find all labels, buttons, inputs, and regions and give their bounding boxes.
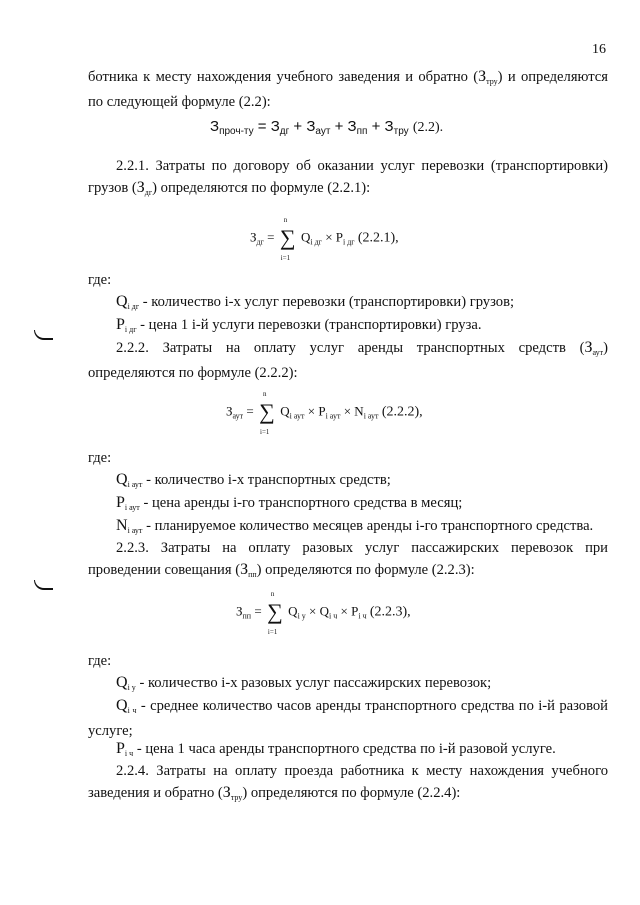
- paragraph-text: 2.2.3. Затраты на оплату разовых услуг пассажирских перевозок при проведении совещания (: [88, 540, 608, 578]
- definition-item: $N_{i аут}$ - планируемое количество месяцев аренды i-го транспортного средства.: [116, 517, 594, 535]
- formula-2-2-3: $З_{пп}$ = n ∑ i=1 $Q_{i у} \times Q_{i ч} \times P_{i ч}$ (2.2.3),: [236, 590, 411, 636]
- formula-subscript: i ч: [329, 611, 338, 621]
- definition-item: $Q_{i ч}$ - среднее количество часов аренды транспортного средства по i-й разовой услуге;: [88, 697, 608, 739]
- paragraph-text: ) определяются по формуле (2.2.3):: [256, 562, 475, 578]
- symbol-subscript: i дг: [124, 325, 137, 334]
- sum-symbol: n ∑ i=1: [267, 590, 283, 636]
- formula-subscript: i аут: [289, 411, 305, 421]
- symbol-subscript: i ч: [124, 749, 134, 758]
- formula-subscript: i у: [297, 611, 306, 621]
- sum-symbol: n ∑ i=1: [259, 390, 275, 436]
- sum-symbol: n ∑ i=1: [279, 216, 296, 262]
- formula-ref: (2.2).: [412, 120, 444, 135]
- formula-subscript: i аут: [325, 411, 341, 421]
- formula-2-2: $З_{проч-ту} = З_{дг} + З_{аут} + З_{пп} + З_{тру}$ (2.2).: [210, 118, 444, 137]
- formula-subscript: аут: [232, 411, 244, 421]
- formula-subscript: пп: [356, 126, 368, 137]
- sum-limit-bottom: i=1: [267, 628, 278, 636]
- symbol-subscript: i ч: [127, 706, 137, 715]
- formula-2-2-1: $З_{дг}$ = n ∑ i=1 $Q_{i дг} \times P_{i дг}$ (2.2.1),: [250, 216, 399, 262]
- formula-subscript: i дг: [310, 237, 322, 247]
- paragraph-text: ) определяются по формуле (2.2.4):: [242, 785, 461, 801]
- definition-item: $P_{i аут}$ - цена аренды i-го транспортного средства в месяц;: [116, 494, 463, 512]
- definition-item: $P_{i дг}$ - цена 1 i-й услуги перевозки (транспортировки) груза.: [116, 316, 482, 334]
- paragraph-text: ботника к месту нахождения учебного заведения и обратно: [88, 69, 468, 85]
- sum-limit-top: n: [270, 590, 275, 598]
- formula-subscript: i аут: [363, 411, 379, 421]
- section-2-2-4-intro: 2.2.4. Затраты на оплату проезда работника к месту нахождения учебного заведения и обратно $(З_{тру})$ определяются по формуле (2.2.4):: [88, 763, 608, 802]
- sum-limit-bottom: i=1: [280, 254, 291, 262]
- formula-subscript: проч-ту: [219, 126, 254, 137]
- paragraph-text: ) определяются по формуле (2.2.1):: [152, 180, 371, 196]
- symbol-subscript: пп: [248, 570, 257, 579]
- formula-subscript: i ч: [358, 611, 367, 621]
- definition-text: - среднее количество часов аренды транспортного средства по i-й разовой услуге;: [88, 698, 608, 739]
- definition-text: - цена 1 часа аренды транспортного средства по i-й разовой услуге.: [136, 741, 556, 757]
- symbol-subscript: i у: [127, 683, 136, 692]
- formula-subscript: дг: [279, 126, 290, 137]
- paragraph-text: 2.2.4. Затраты на оплату проезда работника к месту нахождения учебного заведения и обратно (: [88, 763, 608, 801]
- sum-limit-top: n: [283, 216, 288, 224]
- symbol-subscript: тру: [486, 77, 498, 86]
- page-number: 16: [592, 42, 606, 57]
- definition-text: - количество i-х услуг перевозки (транспортировки) грузов;: [142, 294, 515, 310]
- definition-text: - количество i-х транспортных средств;: [146, 472, 391, 488]
- where-label: где:: [88, 272, 112, 288]
- symbol-subscript: i дг: [127, 302, 140, 311]
- where-label: где:: [88, 450, 112, 466]
- paragraph-text: и определяются по следующей формуле (2.2):: [88, 69, 608, 110]
- formula-subscript: дг: [256, 237, 264, 247]
- symbol-subscript: i аут: [127, 526, 143, 535]
- symbol-subscript: тру: [230, 793, 243, 802]
- definition-item: $Q_{i дг}$ - количество i-х услуг перевозки (транспортировки) грузов;: [116, 293, 515, 311]
- definition-item: $P_{i ч}$ - цена 1 часа аренды транспортного средства по i-й разовой услуге.: [116, 740, 556, 758]
- definition-text: - цена аренды i-го транспортного средства в месяц;: [143, 495, 463, 511]
- continuation-paragraph: ботника к месту нахождения учебного заведения и обратно $(З_{тру})$ и определяются по следующей формуле (2.2):: [88, 68, 608, 110]
- formula-subscript: тру: [393, 126, 409, 137]
- formula-ref: (2.2.3),: [369, 604, 411, 620]
- definition-item: $Q_{i у}$ - количество i-х разовых услуг пассажирских перевозок;: [116, 674, 492, 692]
- definition-text: - количество i-х разовых услуг пассажирских перевозок;: [139, 675, 492, 691]
- paragraph-text: ) определяются по формуле (2.2.2):: [88, 340, 608, 381]
- sum-limit-top: n: [263, 390, 267, 398]
- sum-limit-bottom: i=1: [260, 428, 270, 436]
- formula-subscript: i дг: [343, 237, 355, 247]
- definition-text: - планируемое количество месяцев аренды i-го транспортного средства.: [146, 518, 594, 534]
- formula-2-2-2: $З_{аут}$ = n ∑ i=1 $Q_{i аут} \times P_{i аут} \times N_{i аут}$ (2.2.2),: [226, 390, 423, 436]
- margin-mark: [34, 580, 53, 590]
- formula-subscript: пп: [242, 611, 252, 621]
- margin-mark: [34, 330, 53, 340]
- section-2-2-2-intro: 2.2.2. Затраты на оплату услуг аренды транспортных средств $(З_{аут})$ определяются по формуле (2.2.2):: [88, 339, 608, 381]
- formula-ref: (2.2.1),: [357, 230, 399, 246]
- symbol-subscript: i аут: [127, 480, 143, 489]
- formula-ref: (2.2.2),: [381, 404, 423, 420]
- definition-item: $Q_{i аут}$ - количество i-х транспортных средств;: [116, 471, 391, 489]
- paragraph-text: 2.2.2. Затраты на оплату услуг аренды транспортных средств (: [116, 340, 585, 356]
- paragraph-text: 2.2.1. Затраты по договору об оказании услуг перевозки (транспортировки) грузов (: [88, 158, 608, 196]
- section-2-2-1-intro: 2.2.1. Затраты по договору об оказании услуг перевозки (транспортировки) грузов $(З_{дг})$ определяются по формуле (2.2.1):: [88, 158, 608, 197]
- symbol-subscript: аут: [592, 348, 604, 357]
- definition-text: - цена 1 i-й услуги перевозки (транспортировки) груза.: [140, 317, 482, 333]
- symbol-subscript: i аут: [124, 503, 140, 512]
- section-2-2-3-intro: 2.2.3. Затраты на оплату разовых услуг пассажирских перевозок при проведении совещания $(З_{пп})$ определяются по формуле (2.2.3):: [88, 540, 608, 579]
- formula-subscript: аут: [315, 126, 331, 137]
- symbol-subscript: дг: [144, 188, 153, 197]
- where-label: где:: [88, 653, 112, 669]
